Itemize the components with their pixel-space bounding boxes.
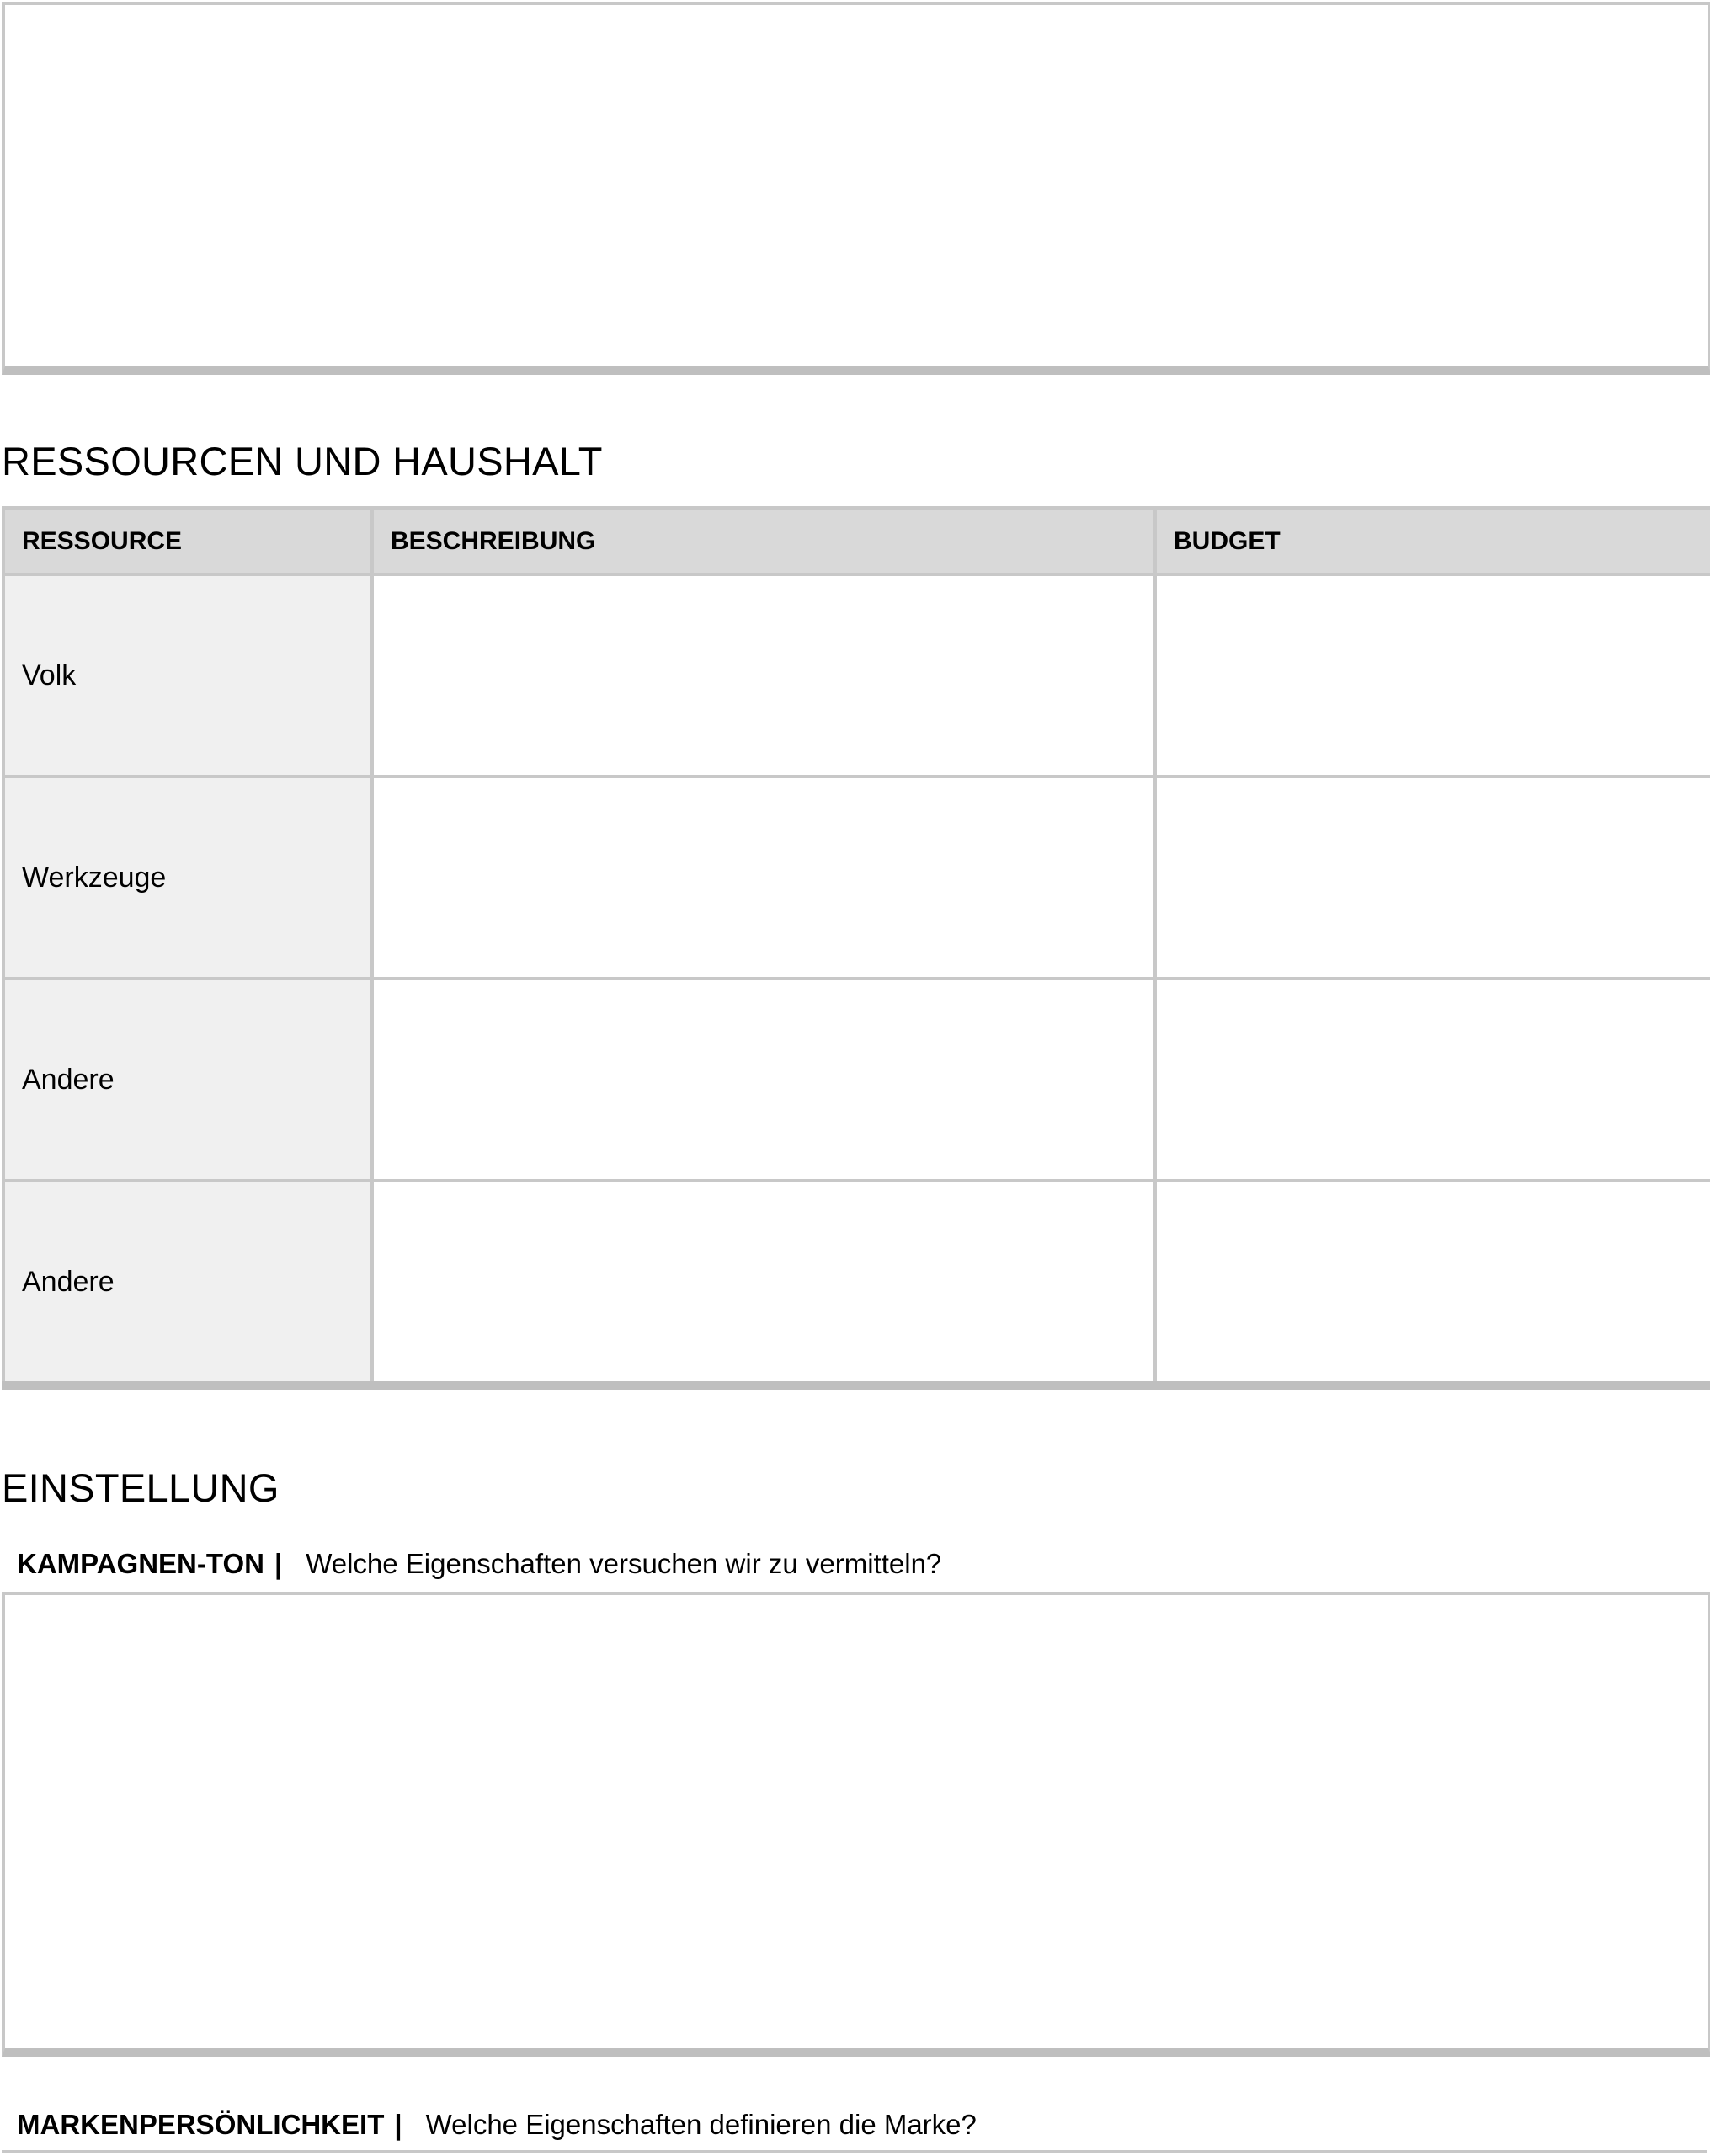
table-row [3, 776, 1710, 979]
resource-label-cell: Andere [3, 1181, 372, 1385]
budget-cell[interactable] [1155, 776, 1710, 979]
campaign-tone-question: Welche Eigenschaften versuchen wir zu vermitteln? [306, 1548, 942, 1579]
resources-budget-table [2, 506, 1710, 1390]
resource-label-cell: Andere [3, 979, 372, 1181]
campaign-tone-label: KAMPAGNEN-TON [17, 1548, 264, 1579]
budget-cell[interactable] [1155, 574, 1710, 776]
budget-cell[interactable] [1155, 1181, 1710, 1385]
resource-label-cell: Volk [3, 574, 372, 776]
description-cell[interactable] [372, 574, 1155, 776]
resources-section-title: RESSOURCEN UND HAUSHALT [2, 439, 603, 483]
table-row [3, 574, 1710, 776]
campaign-tone-heading [17, 1545, 941, 1583]
previous-section-text-box[interactable] [2, 2, 1710, 375]
column-header-description: BESCHREIBUNG [372, 508, 1155, 574]
resource-label-cell: Werkzeuge [3, 776, 372, 979]
brand-personality-label: MARKENPERSÖNLICHKEIT [17, 2109, 385, 2140]
campaign-tone-text-box[interactable] [2, 1592, 1710, 2057]
table-row [3, 1181, 1710, 1385]
budget-cell[interactable] [1155, 979, 1710, 1181]
column-header-budget: BUDGET [1155, 508, 1710, 574]
description-cell[interactable] [372, 979, 1155, 1181]
description-cell[interactable] [372, 1181, 1155, 1385]
description-cell[interactable] [372, 776, 1155, 979]
table-header-row [3, 508, 1710, 574]
table-row [3, 979, 1710, 1181]
brand-personality-question: Welche Eigenschaften definieren die Marke? [425, 2109, 977, 2140]
column-header-resource: RESSOURCE [3, 508, 372, 574]
attitude-section-title: EINSTELLUNG [2, 1465, 280, 1510]
brand-personality-heading [17, 2105, 977, 2144]
brand-personality-box-top-border [2, 2150, 1707, 2153]
campaign-tone-separator: | [274, 1548, 283, 1579]
brand-personality-separator: | [394, 2109, 402, 2140]
